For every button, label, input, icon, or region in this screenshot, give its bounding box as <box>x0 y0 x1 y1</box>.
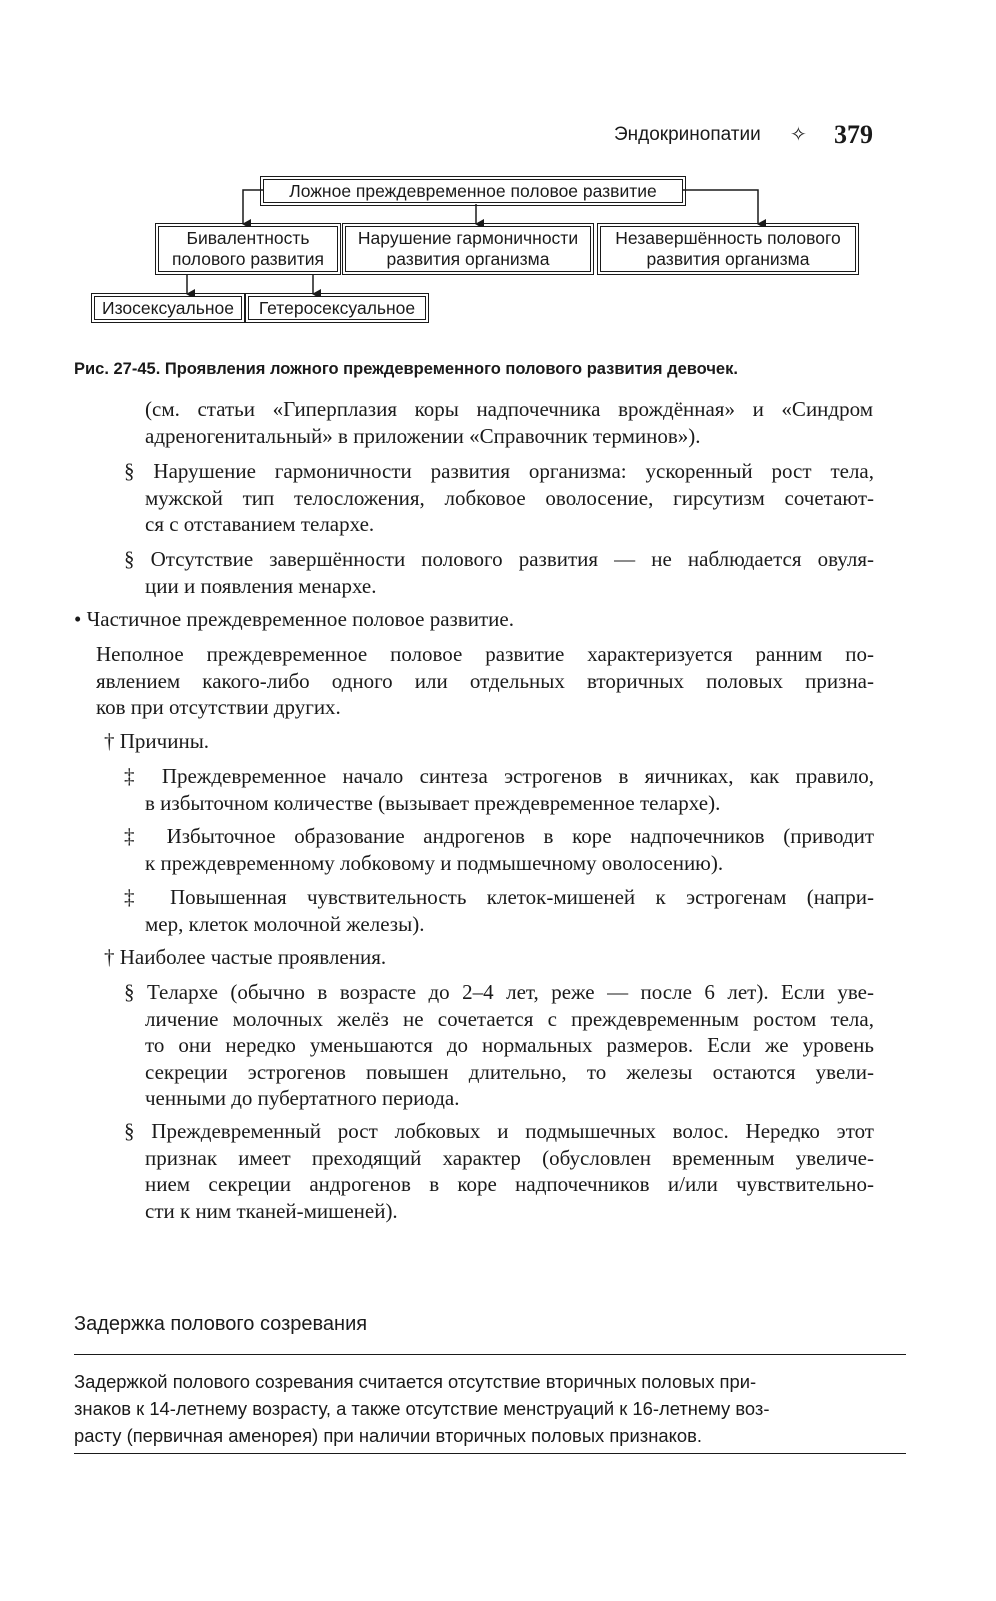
manifestation-pubarche <box>124 1118 874 1224</box>
text-line: секреции эстрогенов повышен длительно, то железы остаются увели- <box>145 1059 874 1084</box>
text-line: § Отсутствие завершённости полового развития — не наблюдается овуля- <box>124 547 874 571</box>
branch-label-line: Незавершённость полового <box>615 228 841 248</box>
bullet-partial <box>74 606 874 633</box>
text-line: то они нередко уменьшаются до нормальных размеров. Если же уровень <box>145 1033 874 1057</box>
cause-estrogen-synthesis <box>124 763 874 816</box>
text-line: § Нарушение гармоничности развития организма: ускоренный рост тела, <box>124 459 874 483</box>
text-line: § Телархе (обычно в возрасте до 2–4 лет, реже — после 6 лет). Если уве- <box>124 980 874 1004</box>
text-line: знаков к 14-летнему возрасту, а также отсутствие менструаций к 16-летнему воз- <box>74 1398 770 1419</box>
connector-root-right <box>683 190 758 224</box>
text-line: Задержкой полового созревания считается отсутствие вторичных половых при- <box>74 1371 757 1392</box>
section-definition <box>74 1368 908 1449</box>
text-line: сти к ним тканей-мишеней). <box>145 1198 398 1223</box>
item-harmony <box>124 458 874 538</box>
paragraph-continuation <box>145 396 873 449</box>
text-line: адреногенитальный» в приложении «Справочник терминов»). <box>145 423 701 448</box>
text-line: ‡ Преждевременное начало синтеза эстрогенов в яичниках, как правило, <box>124 764 874 788</box>
text-line: ков при отсутствии других. <box>96 695 341 719</box>
cause-androgen-excess <box>124 823 874 876</box>
leaf-label: Гетеросексуальное <box>258 297 416 318</box>
branch-label-line: развития организма <box>386 249 550 269</box>
branch-label-line: Бивалентность <box>186 228 310 248</box>
branch-label-line: развития организма <box>646 249 810 269</box>
manifestations-heading <box>104 944 874 971</box>
text-line: ‡ Избыточное образование андрогенов в коре надпочечников (приводит <box>124 824 874 848</box>
text-line: мер, клеток молочной железы). <box>145 911 425 936</box>
text-line: явлением какого-либо одного или отдельных вторичных половых призна- <box>96 668 874 693</box>
text-line: (см. статьи «Гиперплазия коры надпочечника врождённая» и «Синдром <box>145 397 873 421</box>
diagram-branch-incompleteness <box>600 226 856 272</box>
text-line: мужской тип телосложения, лобковое оволосение, гирсутизм сочетают- <box>145 485 874 510</box>
page-number: 379 <box>834 120 873 149</box>
branch-label-line: полового развития <box>171 249 325 269</box>
diagram-branch-harmony <box>345 226 591 272</box>
partial-description <box>96 641 874 721</box>
text-line: ции и появления менархе. <box>145 573 377 598</box>
text-line: ‡ Повышенная чувствительность клеток-мишеней к эстрогенам (напри- <box>124 885 874 909</box>
connector-root-left <box>243 190 263 224</box>
text-line: ся с отставанием телархе. <box>145 512 375 536</box>
text-line: Неполное преждевременное половое развитие характеризуется ранним по- <box>96 642 874 666</box>
text-line: личение молочных желёз не сочетается с преждевременным ростом тела, <box>145 1006 874 1031</box>
diagram-leaf-heterosexual <box>248 296 426 320</box>
diagram-root-box <box>263 179 683 203</box>
manifestation-thelarche <box>124 979 874 1112</box>
text-line: ченными до пубертатного периода. <box>145 1086 460 1110</box>
diagram-root-label: Ложное преждевременное половое развитие <box>289 180 657 201</box>
flow-diagram <box>0 180 996 340</box>
leaf-label: Изосексуальное <box>102 297 234 318</box>
text-line: † Причины. <box>104 729 210 753</box>
item-completeness <box>124 546 874 599</box>
text-line: § Преждевременный рост лобковых и подмышечных волос. Нередко этот <box>124 1119 874 1143</box>
diamond-ornament-icon: ✧ <box>790 124 807 146</box>
figure-caption: Рис. 27-45. Проявления ложного преждевременного полового развития девочек. <box>74 360 738 378</box>
text-line: расту (первичная аменорея) при наличии вторичных половых признаков. <box>74 1425 702 1446</box>
running-header <box>0 120 996 150</box>
causes-heading <box>104 728 874 755</box>
cause-sensitivity <box>124 884 874 937</box>
text-line: в избыточном количестве (вызывает преждевременное телархе). <box>145 790 721 815</box>
text-line: нием секреции андрогенов в коре надпочечников и/или чувствительно- <box>145 1172 874 1196</box>
running-header-section: Эндокринопатии <box>614 124 761 145</box>
text-line: признак имеет преходящий характер (обусловлен временным увеличе- <box>145 1145 874 1170</box>
diagram-branch-bivalence <box>158 226 338 272</box>
diagram-leaf-isosexual <box>94 296 242 320</box>
text-line: к преждевременному лобковому и подмышечному оволосению). <box>145 850 724 875</box>
branch-label-line: Нарушение гармоничности <box>357 228 579 248</box>
text-line: • Частичное преждевременное половое развитие. <box>74 607 514 631</box>
text-line: † Наиболее частые проявления. <box>104 945 387 969</box>
section-rule-top <box>74 1354 906 1355</box>
section-heading: Задержка полового созревания <box>74 1313 368 1335</box>
section-rule-bottom <box>74 1453 906 1454</box>
